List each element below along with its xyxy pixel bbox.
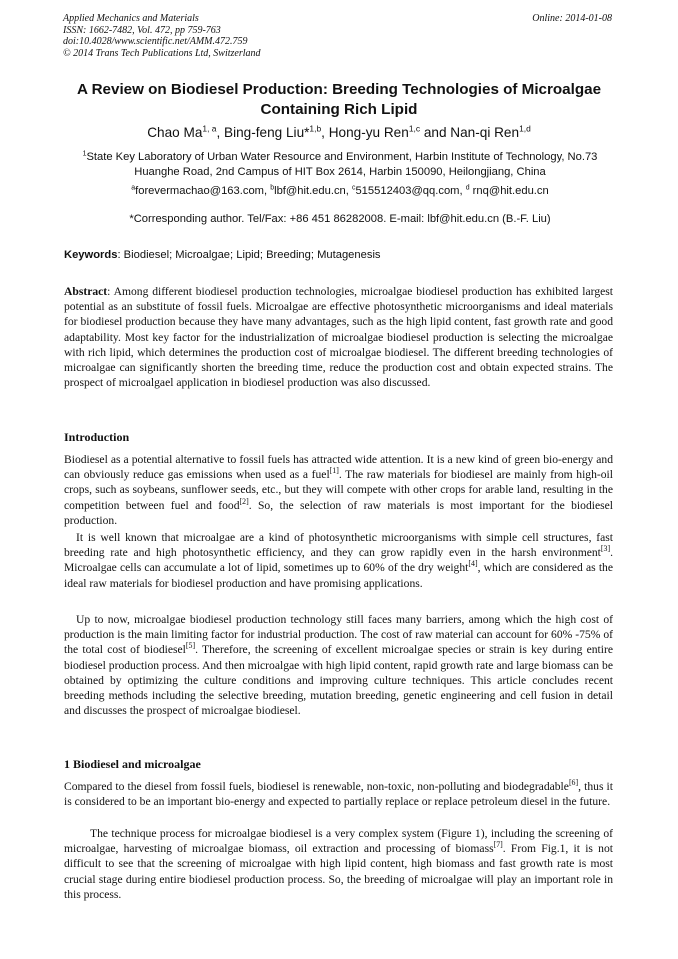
section-heading-introduction: Introduction (64, 430, 130, 444)
author-name: Nan-qi Ren (450, 125, 520, 140)
author-name: Hong-yu Ren (328, 125, 409, 140)
issn-line: ISSN: 1662-7482, Vol. 472, pp 759-763 (63, 24, 221, 36)
text-run: , which are considered as the ideal raw materials for biodiesel production and have promising applications. (64, 561, 613, 590)
online-date: Online: 2014-01-08 (532, 13, 612, 24)
author-affil-mark: 1, a (202, 123, 217, 134)
author-affil-mark: 1,d (519, 123, 531, 134)
email-link[interactable]: forevermachao@163.com, (135, 185, 271, 197)
author-affil-mark: 1,b (309, 123, 322, 134)
text-run: Up to now, microalgae biodiesel production technology still faces many barriers, among which the high cost of production is the main limiting factor for industrial production. The cost of raw material can account for 60% -75% of the total cost of biodiesel (64, 613, 613, 657)
keywords-label: Keywords (64, 249, 118, 261)
abstract (64, 284, 613, 390)
email-link[interactable]: lbf@hit.edu.cn, (274, 185, 352, 197)
text-run: . From Fig.1, it is not difficult to see that the screening of microalgae with high lipid content, high biomass and fast growth rate is most crucial stage during entire biodiesel production process. So, the breeding of microalgae will play an important role in this process. (64, 842, 613, 901)
email-link[interactable]: rnq@hit.edu.cn (469, 185, 549, 197)
text-run: . The raw materials for biodiesel are mainly from high-oil crops, such as soybeans, sunflower seeds, etc., but they will compete with other crops for arable land, resulting in the competition between fuel and food (64, 468, 613, 512)
author-separator: , (216, 125, 225, 140)
citation-ref[interactable]: [2] (239, 496, 249, 506)
corresponding-author: *Corresponding author. Tel/Fax: +86 451 86282008. E-mail: lbf@hit.edu.cn (B.-F. Liu) (129, 213, 551, 225)
text-run: Compared to the diesel from fossil fuels, biodiesel is renewable, non-toxic, non-polluting and biodegradable (64, 780, 569, 793)
text-run: Biodiesel as a potential alternative to fossil fuels has attracted wide attention. It is a new kind of green bio-energy and can obviously reduce gas emissions when used as a fuel (64, 453, 613, 482)
author-list (40, 124, 638, 142)
citation-ref[interactable]: [6] (568, 778, 579, 788)
author-emails (62, 184, 618, 199)
citation-ref[interactable]: [7] (493, 840, 503, 850)
affiliation-text: State Key Laboratory of Urban Water Resource and Environment, Harbin Institute of Technology, No.73 Huanghe Road, 2nd Campus of HIT Box 2614, Harbin 150090, Heilongjiang, China (86, 151, 598, 178)
author-separator: , (321, 125, 329, 140)
affiliation (62, 150, 618, 180)
affiliation-mark: 1 (82, 150, 87, 158)
intro-paragraph-1 (64, 452, 613, 528)
email-mark: b (270, 184, 275, 192)
copyright-line: © 2014 Trans Tech Publications Ltd, Switzerland (63, 47, 261, 59)
email-mark: c (351, 184, 356, 192)
author-separator: and (420, 125, 451, 140)
abstract-text: : Among different biodiesel production technologies, microalgae biodiesel production has exhibited largest potential as an substitute of fossil fuels. Microalgae are effective photosynthetic microorganisms and ideal materials for biodiesel production because they have many advantages, such as the high lipid content, fast growth rate and good adaptability. Most key factor for the industrialization of microalgae biodiesel production is selecting the microalgae with rich lipid, which determines the production cost of microalgae biodiesel. The different breeding technologies of microalgae can significantly shorten the breeding time, reduce the production cost and obtain expected strains. The prospect of microalgael application in biodiesel production was also discussed. (64, 285, 613, 390)
citation-ref[interactable]: [5] (185, 641, 196, 651)
text-run: . So, the selection of raw materials is most important for the biodiesel production. (64, 498, 613, 527)
author-affil-mark: 1,c (408, 123, 421, 134)
paper-title: A Review on Biodiesel Production: Breeding Technologies of Microalgae Containing Rich Lipid (76, 81, 602, 118)
text-run: It is well known that microalgae are a kind of photosynthetic microorganisms with simple cell structures, fast breeding rate and high photosynthetic efficiency, and they can grow rapidly even in the harsh environment (64, 531, 613, 560)
intro-paragraph-2 (64, 530, 613, 591)
email-link[interactable]: 515512403@qq.com, (355, 185, 466, 197)
citation-ref[interactable]: [4] (468, 559, 478, 569)
section-heading-biodiesel-microalgae: 1 Biodiesel and microalgae (64, 757, 201, 771)
email-mark: a (131, 184, 136, 192)
section1-paragraph-1 (64, 779, 613, 809)
journal-header (63, 13, 463, 59)
keywords-text: : Biodiesel; Microalgae; Lipid; Breeding; Mutagenesis (117, 249, 381, 261)
text-run: , thus it is considered to be an important bio-energy and expected to partially replace or replace petroleum diesel in the future. (64, 780, 613, 809)
keywords (64, 248, 614, 263)
abstract-label: Abstract (64, 285, 108, 298)
text-run: . Therefore, the screening of excellent microalgae species or strain is key during entire biodiesel production process. And then microalgae with high lipid content, rapid growth rate and large biomass can be obtained by optimizing the culture conditions and improving culture techniques. This article concludes recent breeding methods including the selective breeding, mutation breeding, genetic engineering and cell fusion in detail and discusses the prospect of microalgae biodiesel. (64, 643, 613, 718)
doi-link[interactable]: doi:10.4028/www.scientific.net/AMM.472.759 (63, 36, 248, 48)
text-run: The technique process for microalgae biodiesel is a very complex system (Figure 1), including the screening of microalgae, harvesting of microalgae biomass, oil extraction and processing of biomass (64, 827, 613, 856)
author-name: Chao Ma (147, 125, 203, 140)
journal-name: Applied Mechanics and Materials (63, 13, 199, 24)
intro-paragraph-3 (64, 612, 613, 718)
citation-ref[interactable]: [1] (329, 466, 339, 476)
email-mark: d (465, 184, 470, 192)
citation-ref[interactable]: [3] (600, 544, 611, 554)
text-run: . Microalgae cells can accumulate a lot of lipid, sometimes up to 60% of the dry weight (64, 546, 613, 575)
author-name: Bing-feng Liu* (224, 125, 310, 140)
section1-paragraph-2 (64, 826, 613, 902)
